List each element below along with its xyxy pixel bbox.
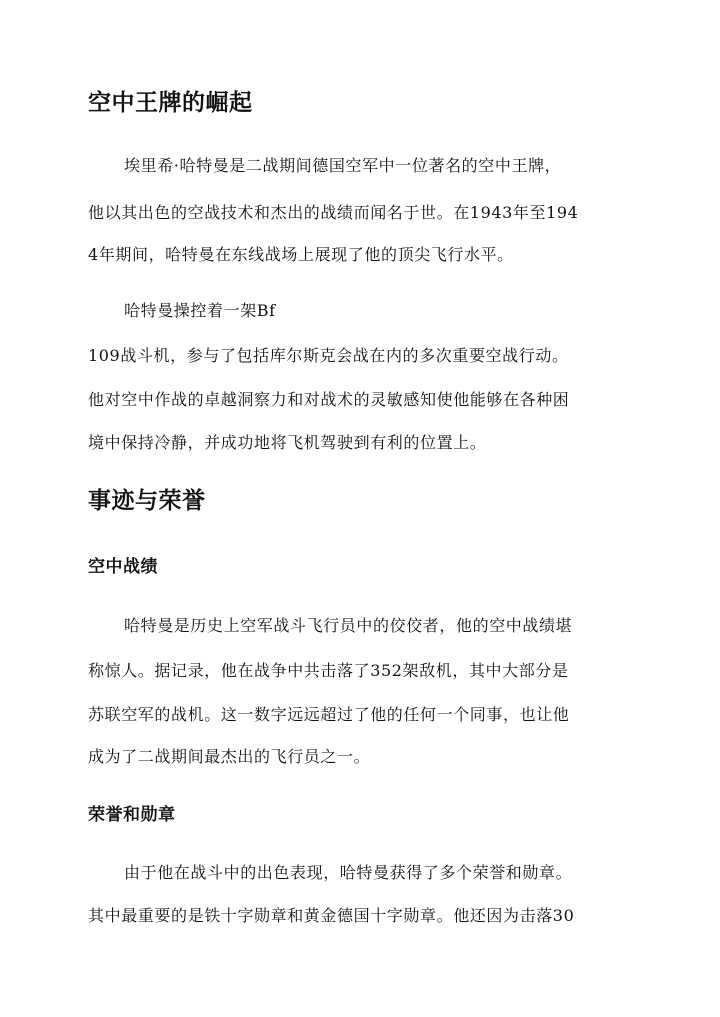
text-line: 哈特曼操控着一架Bf <box>124 301 276 320</box>
text-line: 成为了二战期间最杰出的飞行员之一。 <box>88 747 371 766</box>
text-line: 苏联空军的战机。这一数字远远超过了他的任何一个同事，也让他 <box>88 705 570 724</box>
text-line: 他对空中作战的卓越洞察力和对战术的灵敏感知使他能够在各种困 <box>88 390 570 409</box>
text-line: 由于他在战斗中的出色表现，哈特曼获得了多个荣誉和勋章。 <box>124 863 573 882</box>
subsection-title-air-record: 空中战绩 <box>88 557 158 577</box>
text-line: 境中保持冷静，并成功地将飞机驾驶到有利的位置上。 <box>88 433 487 452</box>
section-title-deeds-honors: 事迹与荣誉 <box>88 487 206 514</box>
text-line: 109战斗机，参与了包括库尔斯克会战在内的多次重要空战行动。 <box>88 346 569 365</box>
text-line: 称惊人。据记录，他在战争中共击落了352架敌机，其中大部分是 <box>88 661 569 680</box>
text-line: 埃里希·哈特曼是二战期间德国空军中一位著名的空中王牌， <box>124 156 562 175</box>
subsection-title-honors-medals: 荣誉和勋章 <box>88 805 176 825</box>
text-line: 他以其出色的空战技术和杰出的战绩而闻名于世。在1943年至194 <box>88 203 579 222</box>
text-line: 4年期间，哈特曼在东线战场上展现了他的顶尖飞行水平。 <box>88 245 514 264</box>
text-line: 其中最重要的是铁十字勋章和黄金德国十字勋章。他还因为击落30 <box>88 906 575 925</box>
section-title-rise-of-ace: 空中王牌的崛起 <box>88 89 253 116</box>
text-line: 哈特曼是历史上空军战斗飞行员中的佼佼者，他的空中战绩堪 <box>124 616 573 635</box>
